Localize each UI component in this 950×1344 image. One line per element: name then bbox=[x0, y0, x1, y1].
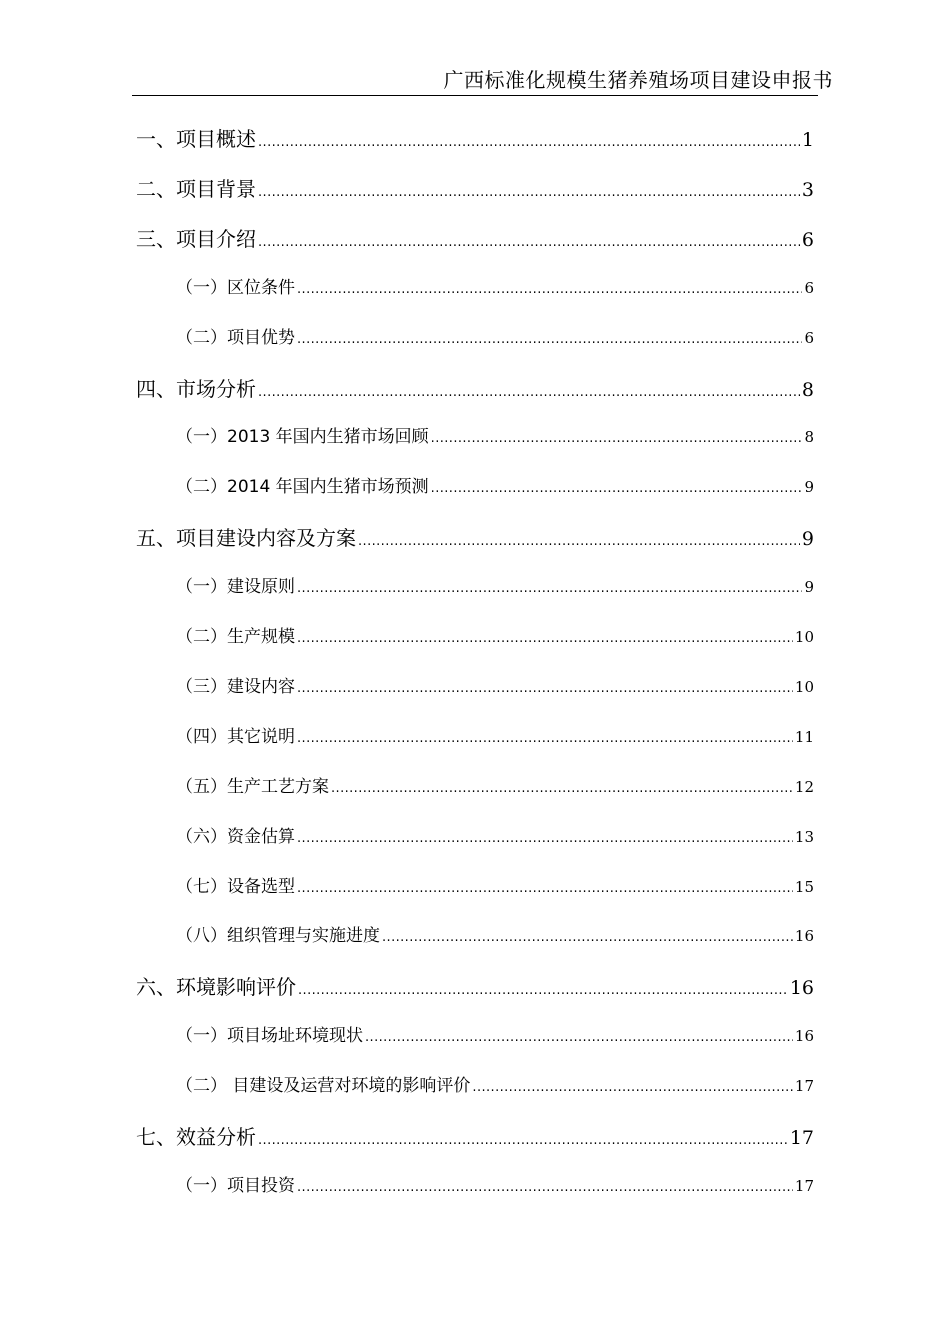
toc-entry-page: 1 bbox=[801, 129, 814, 151]
toc-entry[interactable] bbox=[176, 572, 814, 597]
toc-entry-label: （二）2014 年国内生猪市场预测 bbox=[176, 477, 429, 498]
toc-entry[interactable] bbox=[136, 971, 814, 1000]
toc-entry-page: 16 bbox=[794, 927, 814, 946]
toc-entry[interactable] bbox=[176, 872, 814, 897]
toc-entry[interactable] bbox=[136, 373, 814, 402]
dot-leader bbox=[365, 1031, 793, 1044]
dot-leader bbox=[297, 1181, 793, 1194]
toc-entry-label: 七、效益分析 bbox=[136, 1125, 256, 1149]
toc-entry-label: （一）建设原则 bbox=[176, 577, 295, 598]
toc-entry-page: 6 bbox=[804, 328, 814, 347]
dot-leader bbox=[431, 432, 803, 445]
dot-leader bbox=[298, 984, 788, 997]
dot-leader bbox=[297, 732, 793, 745]
dot-leader bbox=[258, 186, 800, 199]
toc-entry[interactable] bbox=[176, 672, 814, 697]
dot-leader bbox=[258, 136, 800, 149]
dot-leader bbox=[431, 482, 803, 495]
toc-entry-label: 二、项目背景 bbox=[136, 176, 256, 201]
dot-leader bbox=[297, 882, 793, 895]
toc-entry[interactable] bbox=[176, 772, 814, 797]
dot-leader bbox=[258, 236, 800, 249]
toc-entry-label: （四）其它说明 bbox=[176, 726, 295, 747]
dot-leader bbox=[258, 386, 800, 399]
toc-entry-label: （七）设备选型 bbox=[176, 876, 295, 897]
toc-entry-page: 13 bbox=[794, 827, 814, 846]
toc-entry[interactable] bbox=[136, 522, 814, 551]
toc-entry[interactable] bbox=[176, 722, 814, 747]
toc-entry-label: （一）2013 年国内生猪市场回顾 bbox=[176, 427, 429, 448]
header-rule bbox=[132, 95, 818, 96]
toc-entry-label: （一）区位条件 bbox=[176, 277, 295, 298]
toc-entry-page: 8 bbox=[804, 428, 814, 447]
toc-entry-page: 16 bbox=[794, 1027, 814, 1046]
dot-leader bbox=[382, 931, 793, 944]
toc-entry-label: 一、项目概述 bbox=[136, 127, 256, 151]
toc-entry-page: 16 bbox=[789, 977, 814, 1000]
toc-entry-page: 17 bbox=[789, 1127, 814, 1149]
toc-entry-label: 四、市场分析 bbox=[136, 376, 256, 401]
toc-entry[interactable] bbox=[176, 1071, 814, 1096]
toc-entry-page: 6 bbox=[804, 278, 814, 297]
toc-entry-page: 9 bbox=[804, 478, 814, 497]
dot-leader bbox=[297, 632, 793, 645]
toc-entry-label: （二） 目建设及运营对环境的影响评价 bbox=[176, 1076, 471, 1097]
toc-entry[interactable] bbox=[136, 123, 814, 152]
toc-entry-page: 8 bbox=[801, 378, 814, 401]
toc-entry-label: （八）组织管理与实施进度 bbox=[176, 926, 380, 947]
dot-leader bbox=[297, 682, 793, 695]
dot-leader bbox=[297, 333, 802, 346]
toc-entry[interactable] bbox=[176, 273, 814, 298]
toc-entry-label: （二）项目优势 bbox=[176, 327, 295, 348]
toc-entry-label: （一）项目场址环境现状 bbox=[176, 1026, 363, 1047]
document-title: 广西标准化规模生猪养殖场项目建设申报书 bbox=[443, 68, 833, 92]
dot-leader bbox=[331, 782, 793, 795]
toc-entry-label: （六）资金估算 bbox=[176, 826, 295, 847]
dot-leader bbox=[297, 832, 793, 845]
toc-entry[interactable] bbox=[136, 1121, 814, 1150]
toc-entry-label: （三）建设内容 bbox=[176, 676, 295, 697]
dot-leader bbox=[297, 283, 802, 296]
toc-entry[interactable] bbox=[176, 822, 814, 847]
toc-entry-page: 12 bbox=[794, 777, 814, 796]
toc-entry[interactable] bbox=[136, 173, 814, 202]
toc-entry[interactable] bbox=[176, 472, 814, 497]
toc-entry[interactable] bbox=[176, 622, 814, 647]
toc-entry-page: 15 bbox=[794, 877, 814, 896]
dot-leader bbox=[358, 535, 800, 548]
dot-leader bbox=[297, 582, 802, 595]
toc-entry-label: 五、项目建设内容及方案 bbox=[136, 526, 356, 551]
toc-entry-label: 三、项目介绍 bbox=[136, 226, 256, 251]
toc-entry[interactable] bbox=[176, 1021, 814, 1046]
toc-entry-label: 六、环境影响评价 bbox=[136, 975, 296, 1000]
toc-entry-page: 10 bbox=[794, 628, 814, 646]
toc-entry[interactable] bbox=[176, 323, 814, 348]
toc-entry[interactable] bbox=[176, 1171, 814, 1196]
toc-entry-page: 11 bbox=[794, 727, 814, 746]
dot-leader bbox=[258, 1134, 788, 1147]
toc-entry[interactable] bbox=[136, 223, 814, 252]
toc-entry-page: 9 bbox=[801, 528, 814, 551]
toc-entry-page: 17 bbox=[794, 1176, 814, 1195]
dot-leader bbox=[472, 1081, 793, 1094]
toc-entry-page: 17 bbox=[794, 1077, 814, 1096]
toc-entry-page: 3 bbox=[801, 178, 814, 201]
toc-entry-label: （一）项目投资 bbox=[176, 1175, 295, 1196]
toc-entry-page: 9 bbox=[804, 578, 814, 597]
toc-entry-label: （二）生产规模 bbox=[176, 627, 295, 647]
toc-entry-page: 10 bbox=[794, 677, 814, 696]
toc-entry-label: （五）生产工艺方案 bbox=[176, 776, 329, 797]
toc-entry-page: 6 bbox=[801, 228, 814, 251]
toc-entry[interactable] bbox=[176, 921, 814, 946]
toc-entry[interactable] bbox=[176, 422, 814, 447]
